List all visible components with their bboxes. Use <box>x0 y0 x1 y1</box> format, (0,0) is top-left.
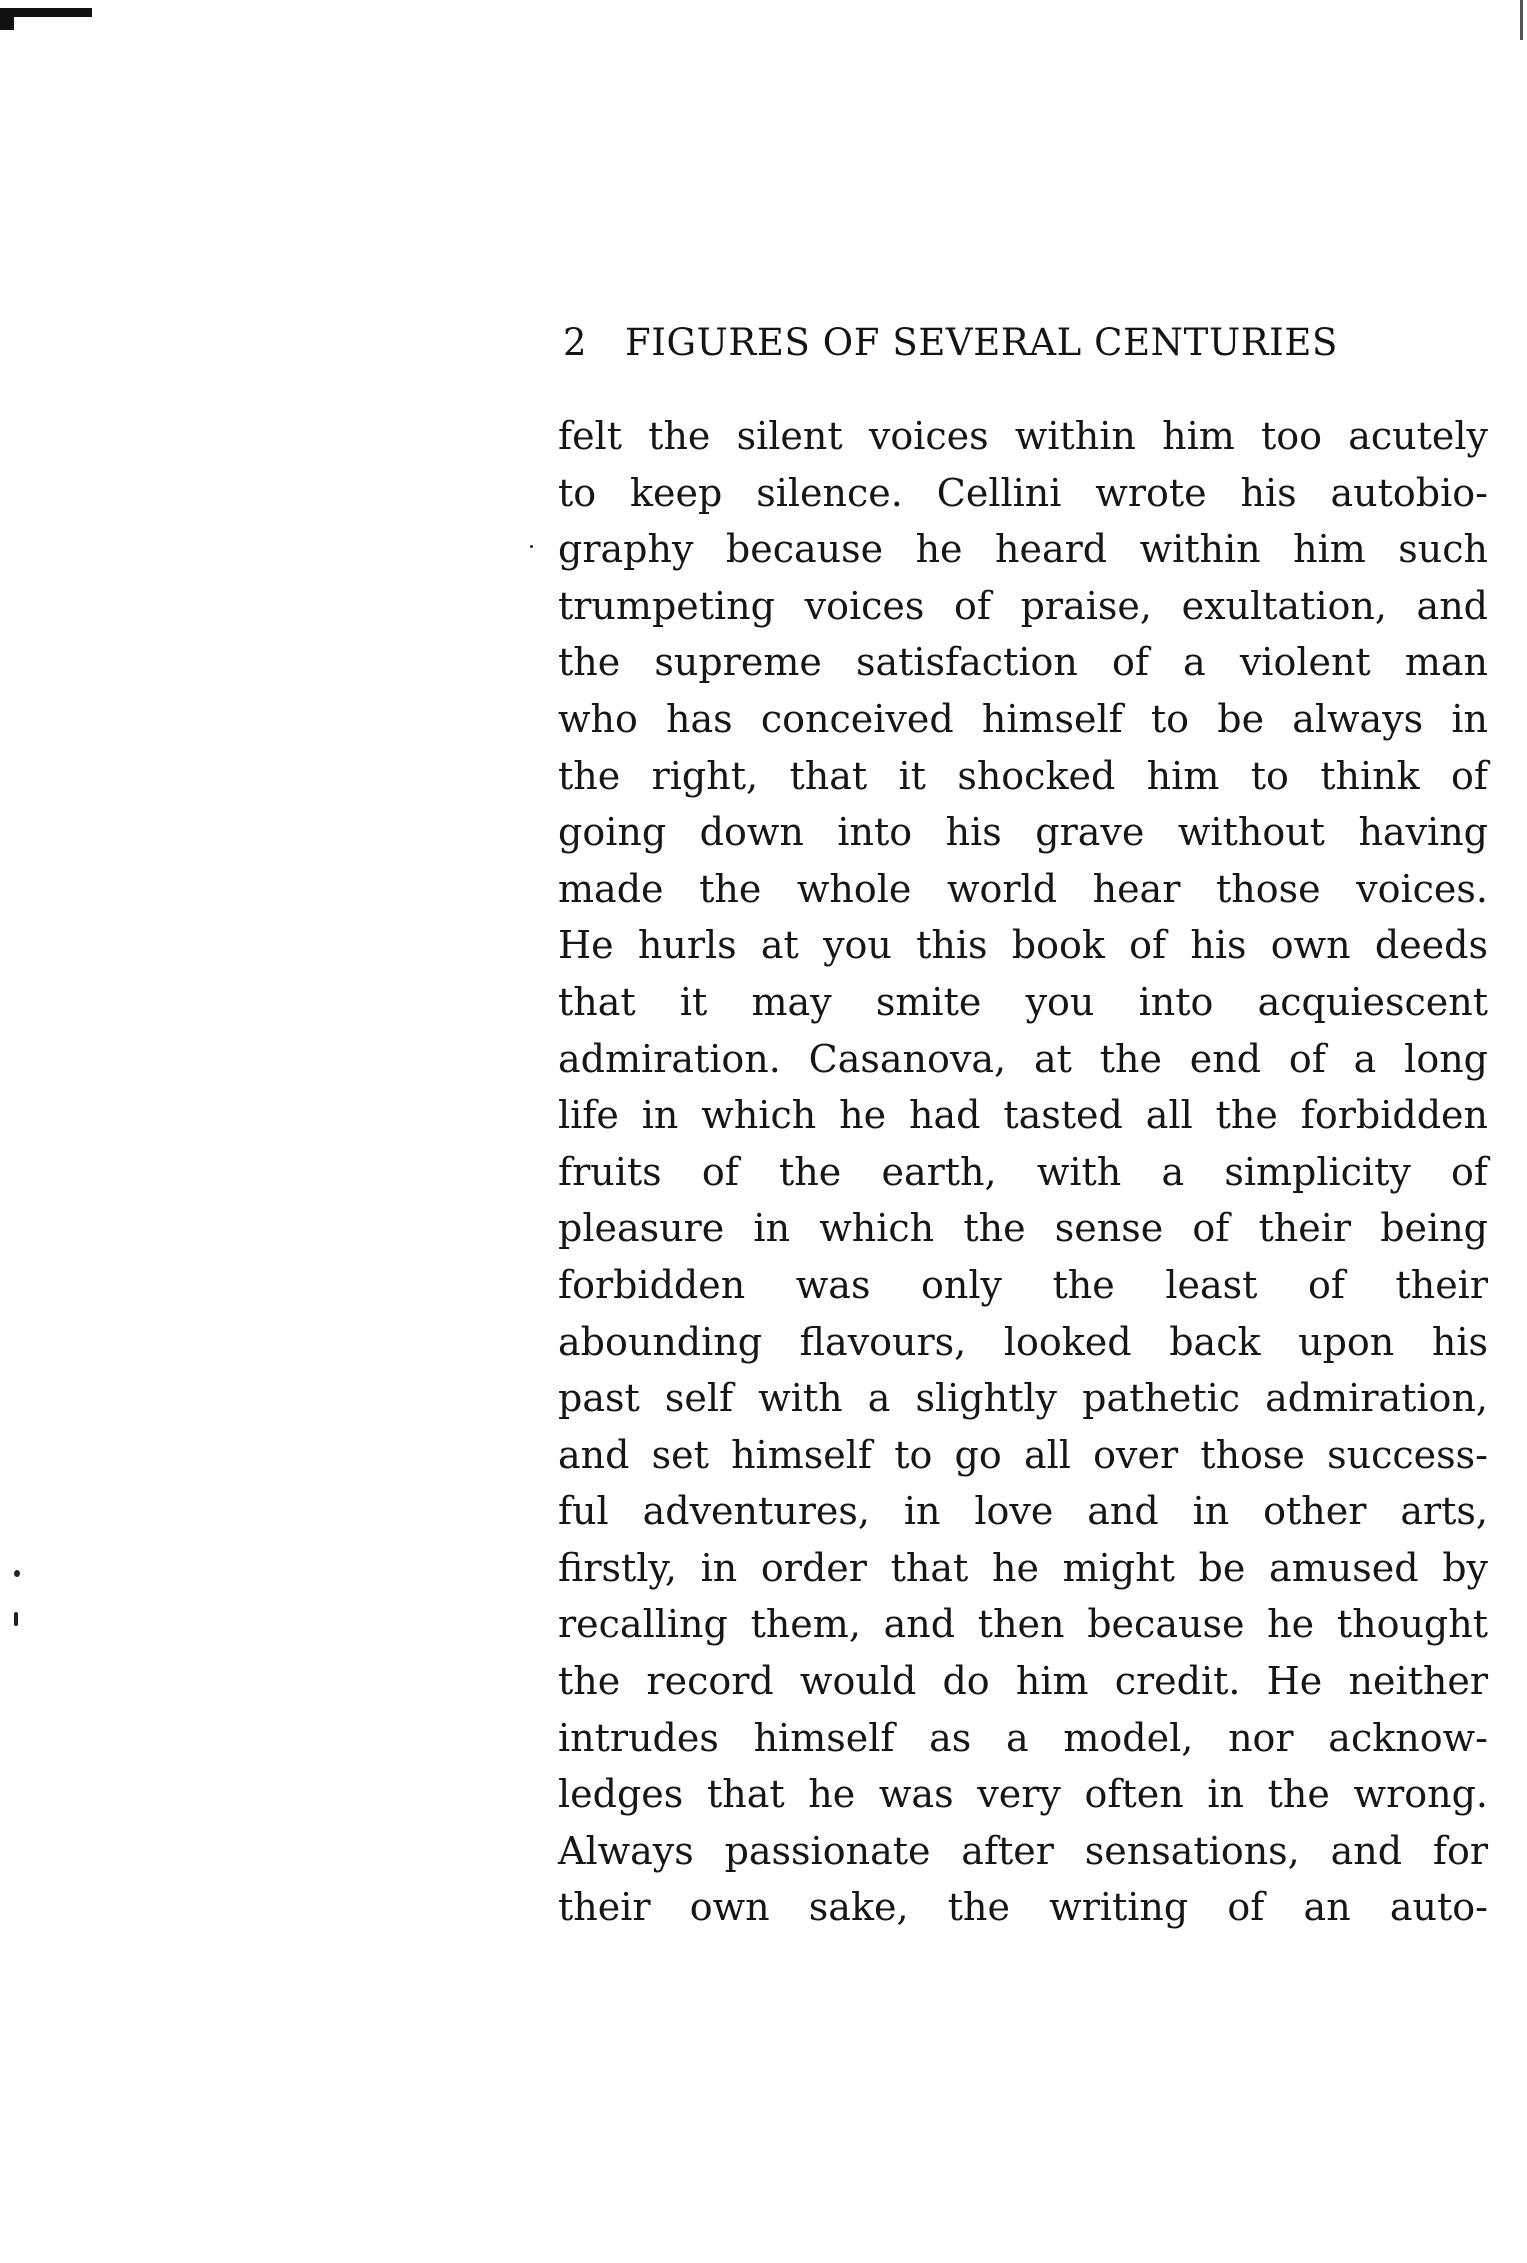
page-number: 2 <box>563 321 588 364</box>
running-head <box>563 318 1483 368</box>
text-line: graphy because he heard within him such <box>558 527 1488 572</box>
text-line: and set himself to go all over those success- <box>558 1432 1488 1477</box>
scan-edge-mark-right <box>1520 0 1523 40</box>
text-line: admiration. Casanova, at the end of a long <box>558 1036 1488 1081</box>
text-line: felt the silent voices within him too acutely <box>558 414 1488 458</box>
text-line: pleasure in which the sense of their being <box>558 1206 1488 1251</box>
text-line: He hurls at you this book of his own deeds <box>558 923 1488 968</box>
text-line: to keep silence. Cellini wrote his autobio- <box>558 470 1488 515</box>
text-line: trumpeting voices of praise, exultation, and <box>558 583 1488 628</box>
text-line: who has conceived himself to be always in <box>558 696 1488 741</box>
text-line: the record would do him credit. He neither <box>558 1659 1488 1704</box>
text-line: firstly, in order that he might be amused by <box>558 1545 1488 1590</box>
text-line: intrudes himself as a model, nor acknow- <box>558 1715 1488 1760</box>
text-line: that it may smite you into acquiescent <box>558 979 1488 1024</box>
scan-speck <box>530 545 533 548</box>
text-line: going down into his grave without having <box>558 810 1488 855</box>
text-line: life in which he had tasted all the forbidden <box>558 1093 1488 1138</box>
text-line: their own sake, the writing of an auto- <box>558 1885 1488 1930</box>
text-line: forbidden was only the least of their <box>558 1262 1488 1307</box>
text-line: fruits of the earth, with a simplicity of <box>558 1149 1488 1194</box>
text-line: ful adventures, in love and in other arts, <box>558 1489 1488 1534</box>
text-line: past self with a slightly pathetic admiration, <box>558 1376 1488 1421</box>
scan-edge-mark-tick <box>0 8 14 30</box>
text-line: recalling them, and then because he thought <box>558 1602 1488 1647</box>
text-line: the supreme satisfaction of a violent man <box>558 640 1488 685</box>
text-line: abounding flavours, looked back upon his <box>558 1319 1488 1364</box>
text-line: made the whole world hear those voices. <box>558 866 1488 911</box>
text-line: ledges that he was very often in the wrong. <box>558 1772 1488 1817</box>
text-line: the right, that it shocked him to think of <box>558 753 1488 798</box>
scan-speck <box>14 1570 20 1577</box>
scan-speck <box>14 1612 18 1626</box>
running-head-title: FIGURES OF SEVERAL CENTURIES <box>625 321 1338 364</box>
body-text <box>558 408 1488 1968</box>
text-line: Always passionate after sensations, and for <box>558 1828 1488 1873</box>
